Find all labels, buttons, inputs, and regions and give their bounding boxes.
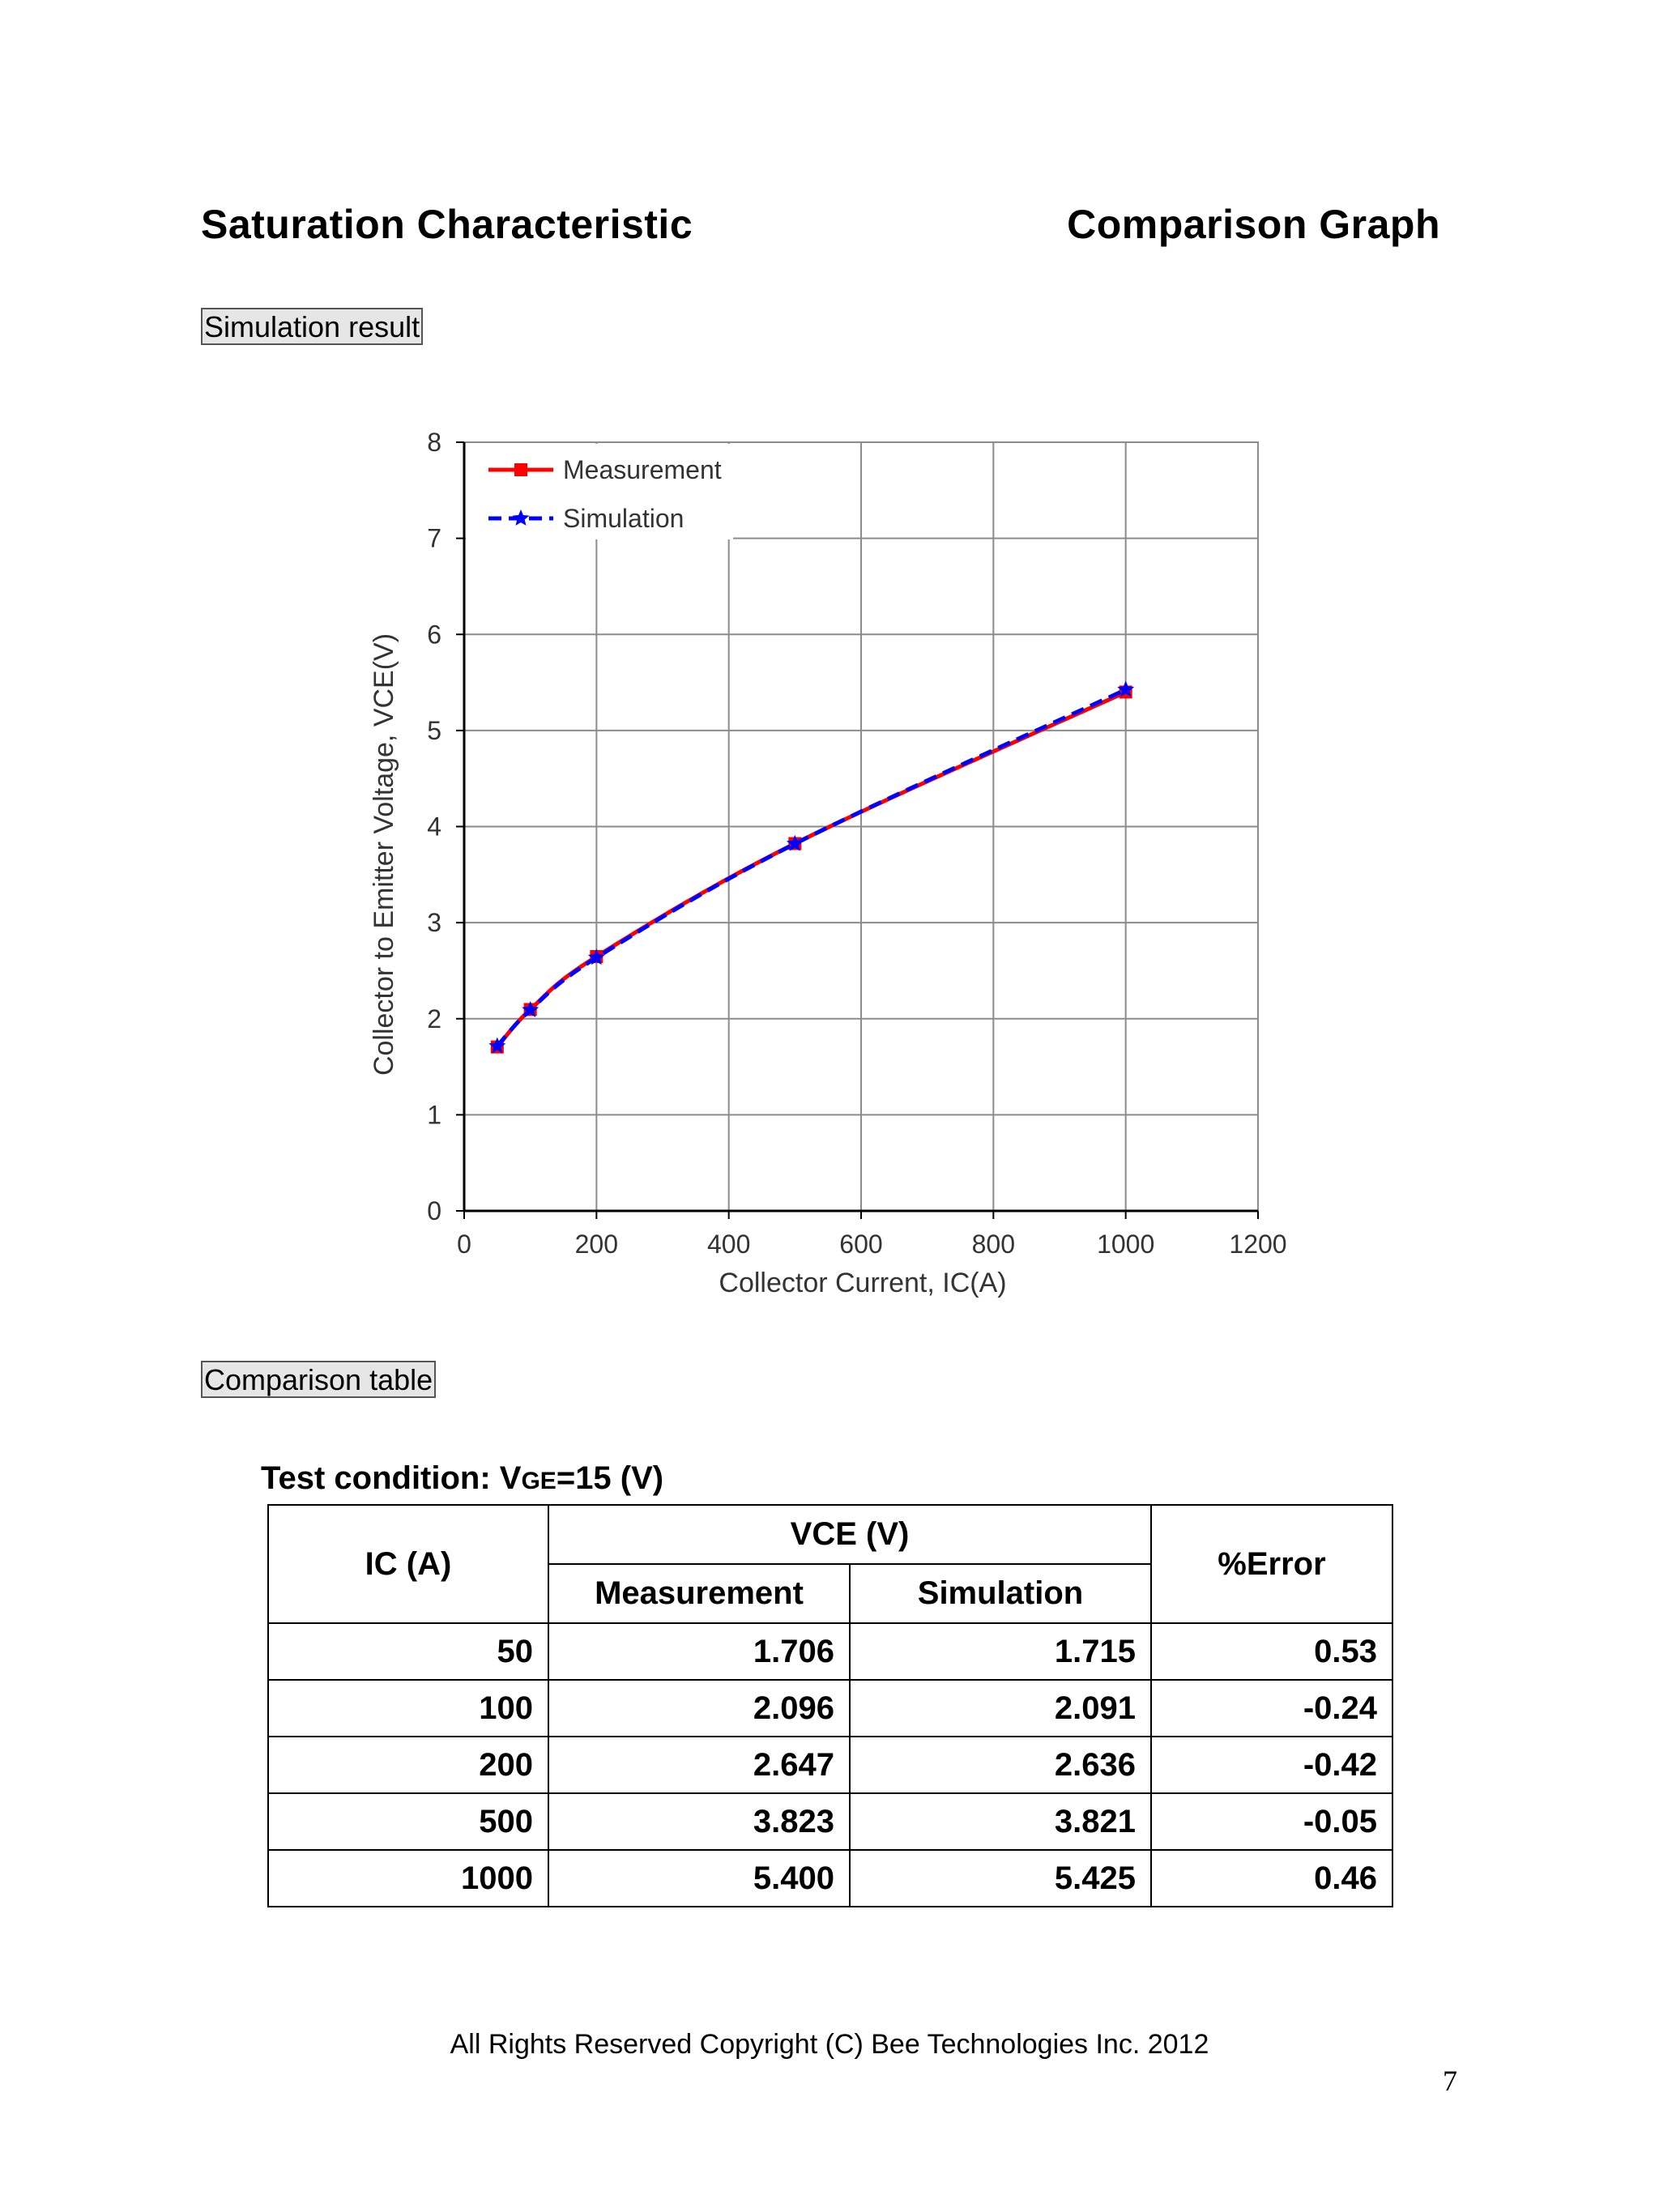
y-tick-label: 7 [427,523,441,553]
table-row [268,1680,1392,1737]
ic-cell: 500 [268,1793,548,1850]
error-cell: 0.46 [1151,1850,1392,1907]
y-tick-label: 2 [427,1004,441,1034]
test-condition-suffix: =15 (V) [556,1460,664,1496]
y-tick-label: 8 [427,428,441,457]
x-tick-label: 400 [706,1230,751,1259]
legend-label: Measurement [563,455,722,484]
y-tick-label: 5 [427,715,441,745]
y-tick-label: 6 [427,620,441,650]
simulation-result-label: Simulation result [201,308,423,345]
measurement-cell: 2.096 [548,1680,850,1737]
test-condition-prefix: Test condition: V [261,1460,522,1496]
x-tick-label: 0 [457,1230,471,1259]
simulation-cell: 2.091 [850,1680,1151,1737]
chart-grid [464,442,1258,1211]
ic-cell: 1000 [268,1850,548,1907]
measurement-cell: 5.400 [548,1850,850,1907]
header-measurement: Measurement [548,1564,850,1623]
y-axis-label: Collector to Emitter Voltage, VCE(V) [369,633,399,1076]
error-cell: -0.05 [1151,1793,1392,1850]
error-cell: -0.42 [1151,1737,1392,1793]
simulation-cell: 5.425 [850,1850,1151,1907]
test-condition-subscript: GE [521,1468,557,1494]
page-title: Saturation Characteristic [201,202,693,247]
page-number: 7 [1443,2065,1457,2097]
x-axis-label: Collector Current, IC(A) [719,1268,1007,1298]
header-simulation: Simulation [850,1564,1151,1623]
ic-cell: 100 [268,1680,548,1737]
legend-marker [514,463,527,476]
ic-cell: 50 [268,1623,548,1680]
measurement-cell: 3.823 [548,1793,850,1850]
header-vce: VCE (V) [548,1505,1151,1564]
copyright-footer: All Rights Reserved Copyright (C) Bee Technologies Inc. 2012 [450,2029,1209,2060]
comparison-table-label: Comparison table [201,1361,436,1398]
measurement-cell: 2.647 [548,1737,850,1793]
y-tick-label: 1 [427,1100,441,1130]
x-tick-label: 1200 [1229,1230,1287,1259]
table-row [268,1793,1392,1850]
legend-label: Simulation [563,504,684,533]
y-tick-label: 0 [427,1196,441,1225]
chart-legend [466,444,733,539]
x-tick-label: 200 [574,1230,619,1259]
table-row [268,1623,1392,1680]
ic-cell: 200 [268,1737,548,1793]
table-row [268,1737,1392,1793]
x-tick-label: 1000 [1097,1230,1155,1259]
header-ic: IC (A) [268,1505,548,1623]
x-tick-label: 600 [839,1230,883,1259]
measurement-cell: 1.706 [548,1623,850,1680]
page-subtitle: Comparison Graph [1067,202,1440,247]
simulation-cell: 3.821 [850,1793,1151,1850]
error-cell: -0.24 [1151,1680,1392,1737]
x-tick-label: 800 [971,1230,1016,1259]
simulation-cell: 1.715 [850,1623,1151,1680]
saturation-chart [356,421,1296,1312]
y-tick-label: 4 [427,812,441,842]
simulation-cell: 2.636 [850,1737,1151,1793]
table-row [268,1850,1392,1907]
error-cell: 0.53 [1151,1623,1392,1680]
comparison-table [267,1504,1393,1907]
y-tick-label: 3 [427,908,441,938]
header-error: %Error [1151,1505,1392,1623]
test-condition [261,1460,663,1497]
